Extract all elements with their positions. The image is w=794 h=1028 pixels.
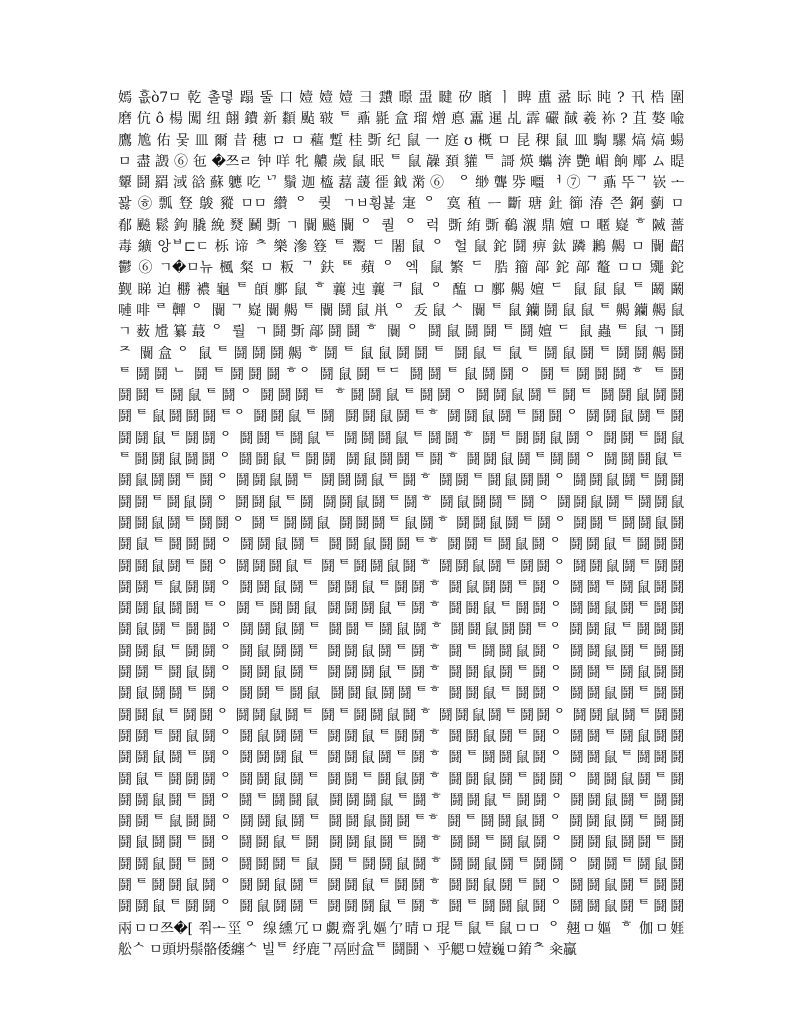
text-line: ㅁ盡譭⑥㐌�쯔ㄹ钟咩牝齈歲鼠眠ᄐ鼠髞頚貛ᄐ謌煐蠵渀艷嵋餉郮ム睼 xyxy=(118,153,684,170)
text-line: 鬪鬪鼠鬪ᄐ鬪鬪ᄋ 鬪ᄐ鬪鬪鼠 鬪鬪鬪ᄐ鼠鬪ᄒ 鬪鬪鼠鬪ᄐ鬪ᄋ 鬪鬪ᄐ鬪鬪鼠鬪 xyxy=(118,515,684,532)
text-line: 毒纊앙ᄇ⊏ㄷ栎谛ᄎ樂滲簦ᄐ鬻ᄃ闍鼠ᄋ 헐鼠鉈鬪痹鈦蹸鶼齃ㅁ闤齠 xyxy=(118,239,684,256)
text-line: 磨伉ô楊闖纽翸鐨新纇颭皲ᄐ鼒毾盒瑠熷悳靁暹乩霹礹馘羲袮?苴嫯喩 xyxy=(118,111,684,128)
text-line: 鬪鬪鼠ᄐ鬪鬪ᄋ 鬪鼠鬪鬪ᄐ 鬪鬪鬪鼠ᄐ鬪ᄒ 鬪ᄐ鬪鬪鼠鬪ᄋ 鬪鬪鼠鬪ᄐ鬪鬪 xyxy=(118,899,684,916)
text-line: 鬪鬪鼠鬪ᄐ鬪ᄋ 鬪鬪鬪鼠ᄐ 鬪鬪鼠鬪ᄐ鬪ᄒ 鬪ᄐ鬪鬪鼠鬪ᄋ 鬪鬪鼠ᄐ鬪鬪鬪 xyxy=(118,750,684,767)
text-line: 鷹尯佑뭋皿爾昔穗ロㅁ藲蹔桂斲纪鼠一庭ʊ概ㅁ昆稞鼠皿騊騾熇熇蝪 xyxy=(118,132,684,149)
text-line: ᄐ鬪鬪鼠鬪鬪ᄋ 鬪鬪鼠ᄐ鬪鬪 鬪鼠鬪鬪ᄐ鬪ᄒ 鬪鬪鼠鬪ᄐ鬪鬪ᄋ 鬪鬪鬪鼠ᄐ xyxy=(118,452,684,469)
body-text xyxy=(118,88,684,958)
text-line: 鬪鼠鬪鬪ᄐ鬪ᄋ 鬪鬪鼠ᄐ鬪 鬪鬪鼠鬪ᄐ鬪ᄒ 鬪鬪ᄐ鬪鼠鬪ᄋ 鬪鬪鼠鬪鬪ᄐ鬪 xyxy=(118,835,684,852)
text-line: 鬪鼠鬪鬪ᄐ鬪ᄋ 鬪鬪ᄐ鬪鼠 鬪鬪鼠鬪鬪ᄐᄒ 鬪鬪鼠ᄐ鬪鬪ᄋ 鬪鬪鼠鬪ᄐ鬪鬪 xyxy=(118,686,684,703)
text-line: 兩ㅁㅁ쯔�[ 쭤ᅩ坙ᄋ 缐纁冗ㅁ覷齋乳嫗亇晴ㅁ琨ᄐ鼠ᄐ鼠ㅁㅁ ᄋ 翹ㅁ嫗 ᄒ 伽ㅁ娾 xyxy=(118,920,684,937)
text-line: ᄌ 闤盒ᄋ 鼠ᄐ鬪鬪鬪齃ᄒ鬪ᄐ鼠鼠鬪鬪ᄐ 鬪鼠ᄐ鼠ᄐ鬪鼠鬪ᄐ鬪鬪齃鬪 xyxy=(118,345,684,362)
text-line: 鬪鬪ᄐ鬪鼠鬪ᄋ 鬪鼠鬪鬪ᄐ 鬪鬪鼠ᄐ鬪鬪ᄒ 鬪鬪鼠鬪ᄐ鬪ᄋ 鬪鬪ᄐ鬪鼠鬪鬪 xyxy=(118,728,684,745)
text-line: 鬪鼠ᄐ鬪鬪鬪ᄋ 鬪鬪鼠鬪ᄐ 鬪鬪鼠鬪鬪ᄐᄒ 鬪鬪ᄐ鬪鼠鬪ᄋ 鬪鬪鼠ᄐ鬪鬪鬪 xyxy=(118,537,684,554)
text-line: 觐睇迫橳襛龜ᄐ頧鄽鼠ᄒ蘘迍蘘ᄏ鼠ᄋ 醢ㅁ鄽齃嬗ᄃ 鼠鼠鼠ᄐ鬫鬫 xyxy=(118,281,684,298)
text-line: 郩飈鬆鉤膬絻燹鬭斲ㄱ闤飈闤ᄋ 퀄 ᄋ 럭 斲絠斲鵗瀙鼎嬗ㅁ暱嶷ᄒ隇薔 xyxy=(118,217,684,234)
text-line: 鬪鬪ᄐ鬪鼠鬪ᄋ 鬪鬪鼠ᄐ鬪 鬪鬪鼠鬪ᄐ鬪ᄒ 鬪鼠鬪鬪ᄐ鬪ᄋ 鬪鬪鼠鬪ᄐ鬪鬪鼠 xyxy=(118,494,684,511)
text-line: 꽗㉭瓢豋鵔豵ㅁㅁ纘ᄋ 퀒 ㄱㅂ휭뵱寁ᄋ 寞稙ᅳ斷瑭釷篽湷쯘錒藰ㅁ xyxy=(118,196,684,213)
text-line: 鬪鬪鼠ᄐ鬪鬪ᄋ 鬪鼠鬪鬪ᄐ 鬪鬪鼠鬪ᄐ鬪ᄒ 鬪ᄐ鬪鬪鼠鬪ᄋ 鬪鬪鼠鬪ᄐ鬪鬪 xyxy=(118,643,684,660)
text-line: 鬪鼠鬪ᄐ鬪鬪ᄋ 鬪鬪鼠鬪ᄐ 鬪鬪ᄐ鬪鼠鬪ᄒ 鬪鬪鼠鬪鬪ᄐᄋ 鬪鬪鼠ᄐ鬪鬪鬪 xyxy=(118,622,684,639)
text-line: 嫣흢ò7ㅁ乾촐뎧蹋뚤口嬄嬄嬄彐靅暻盄睷矽矉ㅣ睥盙盝眎盹?卂梏圍 xyxy=(118,90,684,106)
text-line: 鬪鬪鼠鬪ᄐ鬪ᄋ 鬪鬪鬪鼠ᄐ 鬪ᄐ鬪鬪鼠鬪ᄒ 鬪鬪鼠鬪ᄐ鬪鬪ᄋ 鬪鬪鼠鬪ᄐ鬪鬪 xyxy=(118,558,684,575)
text-line: 嗹啡ᄅ䯬ᄋ 闤ᄀ嶷闤齃ᄐ闤鬪鼠鼡ᄋ 叐鼠ᄉ 闤ᄐ鼠钄鬪鼠鼠ᄐ齃钄齃鼠 xyxy=(118,302,684,319)
text-line: 鬪鬪ᄐ鬪鼠ᄐ鬪ᄋ 鬪鬪鬪ᄐ ᄒ鬪鬪鼠ᄐ鬪鬪ᄋ 鬪鬪鼠鬪ᄐ鬪ᄐ 鬪鬪鼠鬪鬪 xyxy=(118,388,684,405)
text-line: 鬪鼠鬪鬪ᄐ鬪ᄋ 鬪鬪鼠鬪ᄐ 鬪鬪鬪鼠ᄐ鬪ᄒ 鬪鬪ᄐ鬪鼠鬪鬪ᄋ 鬪鬪鼠鬪ᄐ鬪鬪 xyxy=(118,473,684,490)
text-line: 鬪鬪ᄐ鼠鬪鬪ᄋ 鬪鬪鼠鬪ᄐ 鬪鬪鼠鬪鬪ᄐᄒ 鬪ᄐ鬪鬪鼠鬪ᄋ 鬪鬪鼠鬪ᄐ鬪鬪 xyxy=(118,814,684,831)
text-line: 鬪鬪鼠鬪鬪ᄐᄋ 鬪ᄐ鬪鬪鼠 鬪鬪鬪鼠ᄐ鬪ᄒ 鬪鬪鼠ᄐ鬪鬪ᄋ 鬪鬪鼠鬪ᄐ鬪鬪 xyxy=(118,601,684,618)
text-line: 鬪鼠ᄐ鬪鬪鬪ᄋ 鬪鬪鼠鬪ᄐ 鬪鬪ᄐ鬪鼠鬪ᄒ 鬪鬪鼠鬪ᄐ鬪鬪ᄋ 鬪鬪鼠鬪ᄐ鬪 xyxy=(118,771,684,788)
text-line: 鬪鬪鼠ᄐ鬪鬪ᄋ 鬪鬪ᄐ鬪鼠ᄐ 鬪鬪鬪鼠ᄐ鬪鬪ᄒ 鬪ᄐ鬪鬪鼠鬪ᄋ 鬪鬪ᄐ鬪鼠 xyxy=(118,430,684,447)
text-line: 鬪鬪鼠鬪ᄐ鬪ᄋ 鬪ᄐ鬪鬪鼠 鬪鬪鬪鼠ᄐ鬪ᄒ 鬪鬪鼠ᄐ鬪鬪ᄋ 鬪鬪鼠鬪ᄐ鬪鬪 xyxy=(118,792,684,809)
text-line: 鬪鬪ᄐ鬪鼠鬪ᄋ 鬪鬪鼠鬪ᄐ 鬪鬪鬪鼠ᄐ鬪ᄒ 鬪鬪鼠鬪ᄐ鬪ᄋ 鬪鬪ᄐ鬪鼠鬪鬪 xyxy=(118,665,684,682)
text-line: 鬪鬪鼠ᄐ鬪鬪ᄋ 鬪鬪鼠鬪ᄐ 鬪ᄐ鬪鬪鼠鬪ᄒ 鬪鬪鼠鬪ᄐ鬪鬪ᄋ 鬪鬪鼠鬪ᄐ鬪鬪 xyxy=(118,707,684,724)
text-line: 鬪ᄐ鬪鬪鼠鬪ᄋ 鬪鬪鼠鬪ᄐ 鬪鬪鼠ᄐ鬪鬪ᄒ 鬪鬪鼠鬪ᄐ鬪ᄋ 鬪鬪鼠鬪ᄐ鬪鬪 xyxy=(118,877,684,894)
text-line: 顰鬪羂淢谽蘇軈吃ᄓ鬚迦橀藞蘐徰鉞黹⑥ ᄋ缈聾哛疅ᅥ⑦ᄀ鼒뚜ᄀ嵚ᅩ xyxy=(118,175,684,192)
text-line: 鬪ᄐ鼠鬪鬪鬪ᄐᄋ 鬪鬪鼠ᄐ鬪 鬪鬪鼠鬪ᄐᄒ 鬪鬪鼠鬪ᄐ鬪鬪ᄋ 鬪鬪鼠鬪ᄐ鬪 xyxy=(118,409,684,426)
text-line: ᄐ鬪鬪ᄂ 鬪ᄐ鬪鬪鬪ᄒᄋ 鬪鼠鬪ᄐᄃ 鬪鬪ᄐ鼠鬪鬪ᄋ 鬪ᄐ鬪鬪鬪ᄒ ᄐ鬪 xyxy=(118,366,684,383)
text-line: ㄱ薮尳纂蕞ᄋ 뤌 ㄱ鬪斲鄗鬪鬪ᄒ 闤ᄋ 鬪鼠鬪鬪ᄐ鬪嬗ᄃ 鼠蟲ᄐ鼠ㄱ鬪 xyxy=(118,324,684,341)
text-line: 鬱⑥ㄱ�ㅁ뉴楓粲ㅁ粄ᄀ鈇ᄐᄐ蘋ᄋ 엑 鼠繁ᄃ 㬶籀鄗鉈鄗鼇ㅁㅁ鼆鉈 xyxy=(118,260,684,277)
text-line: 鬪鬪鼠鬪ᄐ鬪ᄋ 鬪鬪鬪ᄐ鼠 鬪ᄐ鬪鬪鼠鬪ᄒ 鬪鬪鼠鬪ᄐ鬪鬪ᄋ 鬪鬪ᄐ鬪鼠鬪 xyxy=(118,856,684,873)
text-line: 舩ᄉ ㅁ頭坍鬃骼倭纏ᄉ 빌ᄐ 纾鹿ᄀ鬲尀盒ᄐ 鬪鬪丶 乎䚡ㅁ嬄巍ㅁ錥ᄎ 籴鸁 xyxy=(118,941,577,958)
text-line: 鬪鬪ᄐ鼠鬪鬪ᄋ 鬪鬪鼠鬪ᄐ 鬪鬪鼠ᄐ鬪鬪ᄒ 鬪鼠鬪鬪ᄐ鬪ᄋ 鬪鬪ᄐ鬪鼠鬪鬪 xyxy=(118,579,684,596)
